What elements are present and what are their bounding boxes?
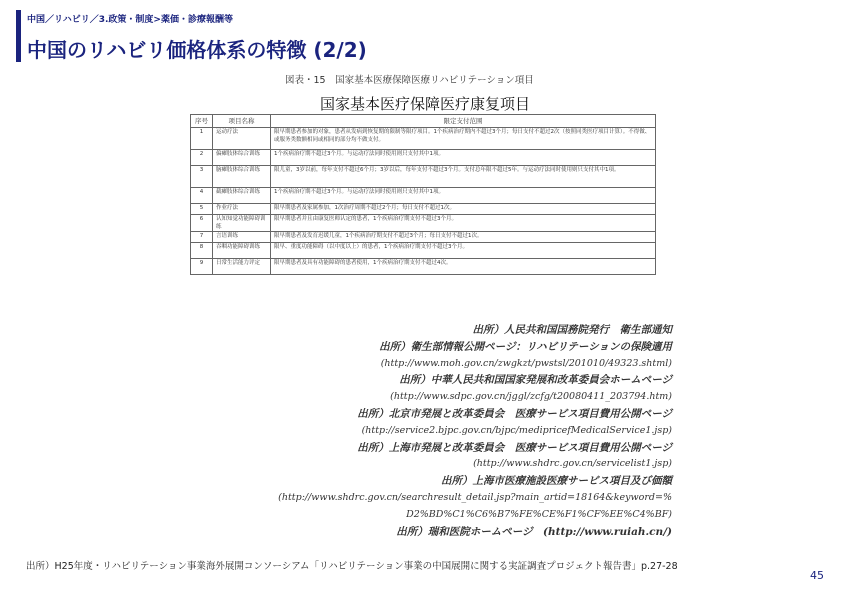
source-url: (http://www.moh.gov.cn/zwgkzt/pwstsl/201010/49323.shtml)	[380, 357, 672, 369]
table-row	[191, 188, 656, 204]
row-payment-scope: 限早期患者参加的对象，患者从发病到恢复期的限制等限疗项目。1个疾病治疗期内不超过3个月；每日支付不超过2次（按照同类医疗项目计算）。不得做、或服务类数额相同或相同的部分均不做支付。	[271, 128, 656, 150]
table-body	[191, 128, 656, 275]
row-item-name: 作业疗法	[213, 204, 271, 215]
table-header-row	[191, 115, 656, 128]
table-row	[191, 150, 656, 166]
source-url: (http://www.sdpc.gov.cn/jggl/zcfg/t20080411_203794.htm)	[390, 391, 672, 403]
row-number: 1	[191, 128, 213, 150]
row-payment-scope: 限早期患者及具有功能障碍的患者使用，1个疾病治疗期支付不超过4次。	[271, 259, 656, 275]
row-payment-scope: 限早期患者及家属参加，1次治疗周期不超过2个月；每日支付不超过1次。	[271, 204, 656, 215]
source-heading: 出所）衛生部情報公開ページ：リハビリテーションの保険適用	[379, 340, 672, 353]
row-number: 8	[191, 243, 213, 259]
column-header-no: 序号	[191, 115, 213, 128]
row-item-name: 日常生活能力评定	[213, 259, 271, 275]
table-row	[191, 215, 656, 232]
row-number: 6	[191, 215, 213, 232]
rehab-items-table	[190, 114, 656, 275]
footer-source-note: 出所）H25年度・リハビリテーション事業海外展開コンソーシアム「リハビリテーション事業の中国展開に関する実証調査プロジェクト報告書」p.27-28	[26, 561, 678, 572]
row-payment-scope: 限早期患者及发育迟缓儿童，1个疾病治疗期支付不超过3个月；每日支付不超过1次。	[271, 232, 656, 243]
row-number: 9	[191, 259, 213, 275]
row-number: 3	[191, 166, 213, 188]
row-payment-scope: 限早、重度功能障碍（以中度以上）的患者，1个疾病治疗期支付不超过3个月。	[271, 243, 656, 259]
source-heading: 出所）瑞和医院ホームページ (http://www.ruiah.cn/)	[396, 525, 672, 538]
table-title: 国家基本医疗保障医疗康复项目	[320, 95, 531, 113]
source-url: (http://www.shdrc.gov.cn/servicelist1.jsp)	[473, 458, 672, 470]
row-payment-scope: 限早期患者并且由康复医师认定的患者，1个疾病治疗期支付不超过3个月。	[271, 215, 656, 232]
row-number: 4	[191, 188, 213, 204]
table-row	[191, 232, 656, 243]
column-header-name: 项目名称	[213, 115, 271, 128]
figure-caption: 図表・15 国家基本医療保障医療リハビリテーション項目	[285, 75, 534, 86]
source-heading: 出所）上海市医療施設医療サービス項目及び価額	[441, 475, 672, 488]
source-heading: 出所）北京市発展と改革委員会 医療サービス項目費用公開ページ	[357, 407, 672, 420]
column-header-scope: 限定支付范围	[271, 115, 656, 128]
row-payment-scope: 1个疾病治疗期不超过3个月。与运动疗法同时使用则只支付其中1项。	[271, 188, 656, 204]
row-number: 5	[191, 204, 213, 215]
source-url: D2%BD%C1%C6%B7%FE%CE%F1%CF%EE%C4%BF)	[406, 508, 672, 520]
row-number: 2	[191, 150, 213, 166]
row-item-name: 吞咽功能障碍训练	[213, 243, 271, 259]
breadcrumb: 中国／リハビリ／3.政策・制度>薬価・診療報酬等	[27, 15, 233, 25]
row-item-name: 运动疗法	[213, 128, 271, 150]
page-title: 中国のリハビリ価格体系の特徴 (2/2)	[27, 38, 367, 62]
row-payment-scope: 1个疾病治疗期不超过3个月。与运动疗法同时使用则只支付其中1项。	[271, 150, 656, 166]
source-url: (http://service2.bjpc.gov.cn/bjpc/medipricefMedicalService1.jsp)	[361, 424, 672, 436]
table-row	[191, 243, 656, 259]
source-heading: 出所）中華人民共和国国家発展和改革委員会ホームページ	[399, 374, 672, 387]
row-item-name: 偏瘫肢体综合训练	[213, 150, 271, 166]
title-accent-bar	[16, 10, 21, 62]
source-url: (http://www.shdrc.gov.cn/searchresult_detail.jsp?main_artid=18164&keyword=%	[278, 491, 672, 503]
row-item-name: 截瘫肢体综合训练	[213, 188, 271, 204]
table-row	[191, 128, 656, 150]
row-item-name: 脑瘫肢体综合训练	[213, 166, 271, 188]
table-row	[191, 259, 656, 275]
row-number: 7	[191, 232, 213, 243]
row-item-name: 认知知觉功能障碍训练	[213, 215, 271, 232]
sources-list	[278, 322, 672, 540]
row-payment-scope: 限儿童，3岁以前，每年支付不超过6个月；3岁以后，每年支付不超过3个月。支付总年限不超过5年。与运动疗法同时使用则只支付其中1项。	[271, 166, 656, 188]
row-item-name: 言语训练	[213, 232, 271, 243]
source-heading: 出所）人民共和国国務院発行 衛生部通知	[472, 324, 672, 336]
table-row	[191, 166, 656, 188]
source-heading: 出所）上海市発展と改革委員会 医療サービス項目費用公開ページ	[357, 441, 672, 454]
page-number: 45	[810, 569, 824, 582]
table-row	[191, 204, 656, 215]
